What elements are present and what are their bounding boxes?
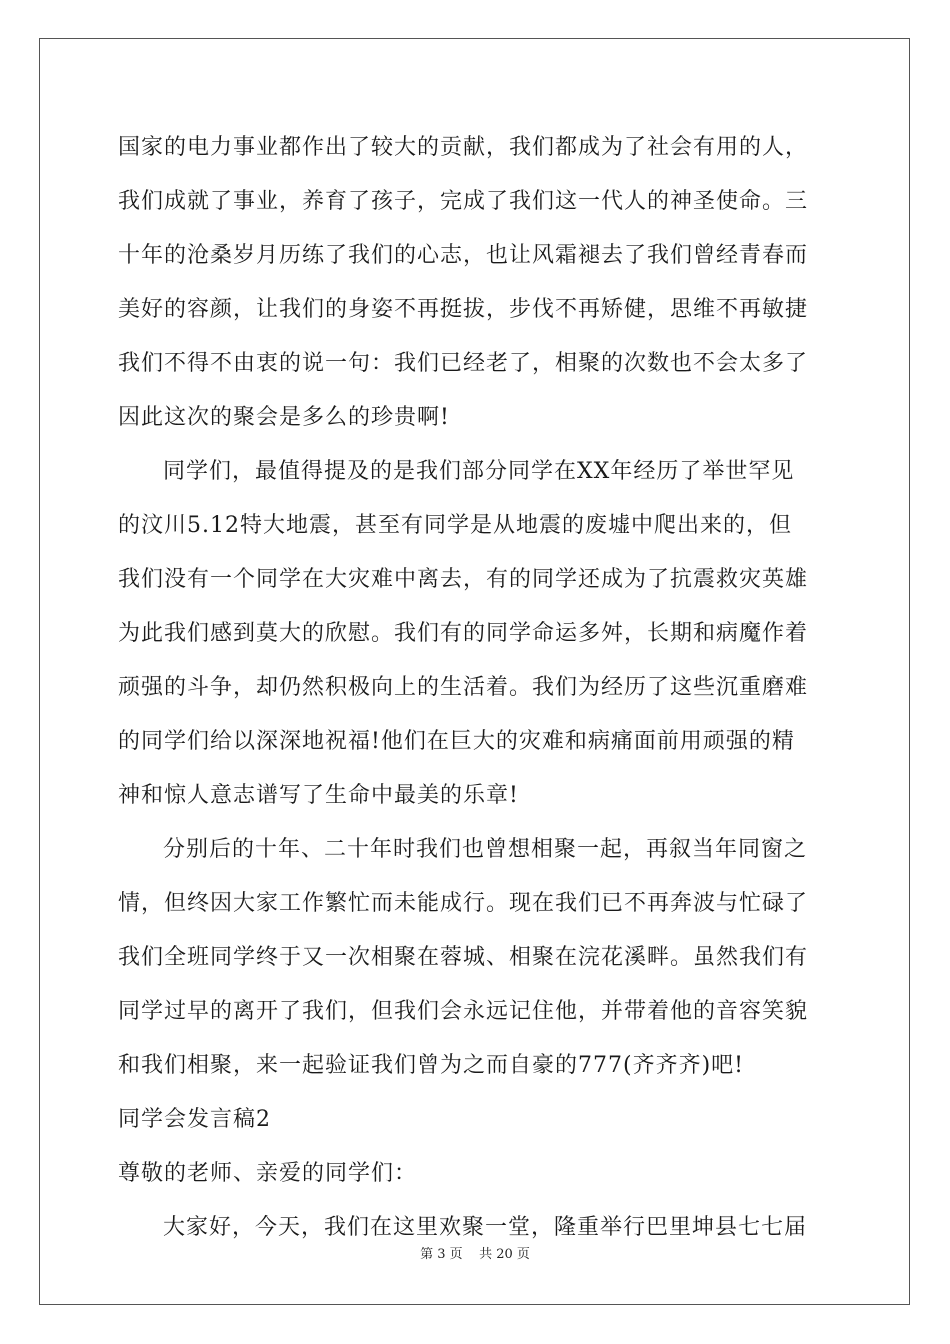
body-line: 我们成就了事业，养育了孩子，完成了我们这一代人的神圣使命。三: [118, 189, 809, 214]
page-number-footer: 第 3 页 共 20 页: [420, 1247, 530, 1262]
salutation: 尊敬的老师、亲爱的同学们：: [118, 1161, 418, 1186]
body-line: 的同学们给以深深地祝福!他们在巨大的灾难和病痛面前用顽强的精: [118, 729, 795, 754]
body-line: 为此我们感到莫大的欣慰。我们有的同学命运多舛，长期和病魔作着: [118, 621, 809, 646]
body-line: 十年的沧桑岁月历练了我们的心志，也让风霜褪去了我们曾经青春而: [118, 243, 809, 268]
body-line: 美好的容颜，让我们的身姿不再挺拔，步伐不再矫健，思维不再敏捷: [118, 297, 809, 322]
body-line: 我们不得不由衷的说一句：我们已经老了，相聚的次数也不会太多了: [118, 351, 809, 376]
paragraph-first-line: 同学们，最值得提及的是我们部分同学在XX年经历了举世罕见: [163, 459, 795, 484]
body-line: 的汶川5.12特大地震，甚至有同学是从地震的废墟中爬出来的，但: [118, 513, 792, 538]
body-line: 和我们相聚，来一起验证我们曾为之而自豪的777(齐齐齐)吧!: [118, 1053, 744, 1078]
body-line: 神和惊人意志谱写了生命中最美的乐章!: [118, 783, 519, 808]
section-heading: 同学会发言稿2: [118, 1107, 271, 1132]
body-line: 情，但终因大家工作繁忙而未能成行。现在我们已不再奔波与忙碌了: [118, 891, 809, 916]
body-line: 我们全班同学终于又一次相聚在蓉城、相聚在浣花溪畔。虽然我们有: [118, 945, 809, 970]
body-line: 顽强的斗争，却仍然积极向上的生活着。我们为经历了这些沉重磨难: [118, 675, 809, 700]
paragraph-first-line: 分别后的十年、二十年时我们也曾想相聚一起，再叙当年同窗之: [163, 837, 808, 862]
body-line: 因此这次的聚会是多么的珍贵啊!: [118, 405, 450, 430]
body-line: 同学过早的离开了我们，但我们会永远记住他，并带着他的音容笑貌: [118, 999, 809, 1024]
paragraph-first-line: 大家好，今天，我们在这里欢聚一堂，隆重举行巴里坤县七七届: [163, 1215, 808, 1240]
body-line: 我们没有一个同学在大灾难中离去，有的同学还成为了抗震救灾英雄: [118, 567, 809, 592]
body-line: 国家的电力事业都作出了较大的贡献，我们都成为了社会有用的人，: [118, 135, 809, 160]
